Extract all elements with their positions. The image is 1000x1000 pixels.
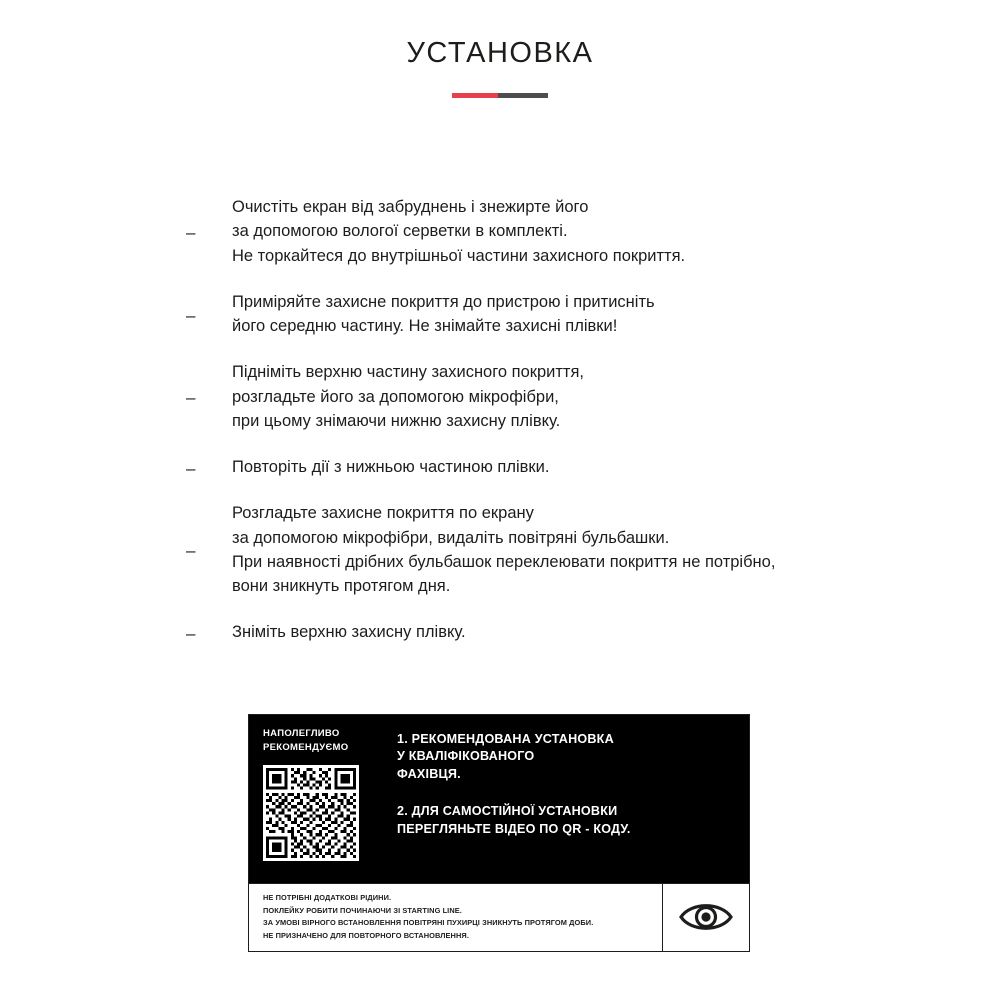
step-line: Розгладьте захисне покриття по екрану [232, 504, 534, 523]
label-left-column [249, 715, 387, 883]
step-marker: – [186, 388, 196, 408]
step-line: за допомогою мікрофібри, видаліть повітряні бульбашки. [232, 528, 670, 547]
step-marker: – [186, 623, 196, 643]
step-line: При наявності дрібних бульбашок переклеювати покриття не потрібно, [232, 552, 776, 571]
step-text [232, 290, 946, 339]
fineprint-line: ЗА УМОВІ ВІРНОГО ВСТАНОВЛЕННЯ ПОВІТРЯНІ ПУХИРЦІ ЗНИКНУТЬ ПРОТЯГОМ ДОБИ. [263, 918, 594, 928]
step-text [232, 360, 946, 433]
step-text [232, 455, 946, 479]
label-bottom-section [249, 883, 749, 951]
step-text [232, 195, 946, 268]
qr-code-icon[interactable] [263, 765, 359, 861]
step-line: його середню частину. Не знімайте захисні плівки! [232, 317, 618, 335]
page-title: УСТАНОВКА [406, 37, 594, 69]
label-kicker-line2: РЕКОМЕНДУЄМО [263, 741, 349, 753]
fineprint-line: ПОКЛЕЙКУ РОБИТИ ПОЧИНАЮЧИ ЗІ STARTING LINE. [263, 905, 462, 915]
label-bullet-1-line1: 1. РЕКОМЕНДОВАНА УСТАНОВКА [397, 732, 614, 746]
label-fineprint [249, 884, 663, 951]
list-item [186, 195, 946, 268]
divider-dark-segment [498, 93, 548, 98]
steps-list [186, 195, 946, 667]
step-line: розгладьте його за допомогою мікрофібри, [232, 387, 559, 406]
step-line: Повторіть дії з нижньою частиною плівки. [232, 458, 550, 476]
title-divider [452, 93, 548, 98]
step-marker: – [186, 222, 196, 242]
list-item [186, 455, 946, 479]
step-text [232, 501, 946, 598]
step-line: при цьому знімаючи нижню захисну плівку. [232, 411, 561, 430]
label-bullet-1-line2: У КВАЛІФІКОВАНОГО [397, 749, 535, 764]
step-line: Підніміть верхню частину захисного покриття, [232, 363, 585, 382]
step-line: Не торкайтеся до внутрішньої частини захисного покриття. [232, 246, 686, 265]
step-line: Приміряйте захисне покриття до пристрою і притисніть [232, 292, 655, 311]
divider-red-segment [452, 93, 498, 98]
label-top-section [249, 715, 749, 883]
step-marker: – [186, 305, 196, 325]
eye-icon-svg [679, 900, 733, 934]
label-bullet-1 [397, 731, 737, 783]
step-line: вони зникнуть протягом дня. [232, 577, 451, 595]
label-bullet-2-line1: 2. ДЛЯ САМОСТІЙНОЇ УСТАНОВКИ [397, 804, 618, 819]
step-line: Зніміть верхню захисну плівку. [232, 623, 466, 642]
fineprint-line: НЕ ПРИЗНАЧЕНО ДЛЯ ПОВТОРНОГО ВСТАНОВЛЕННЯ. [263, 931, 469, 941]
list-item [186, 501, 946, 598]
step-line: за допомогою вологої серветки в комплекті. [232, 222, 568, 241]
fineprint-line: НЕ ПОТРІБНІ ДОДАТКОВІ РІДИНИ. [263, 893, 392, 902]
eye-icon [663, 884, 749, 951]
label-kicker-line1: НАПОЛЕГЛИВО [263, 728, 340, 739]
list-item [186, 360, 946, 433]
list-item [186, 290, 946, 339]
qr-code-svg [266, 768, 356, 858]
step-text [232, 620, 946, 644]
label-bullet-2 [397, 803, 737, 838]
list-item [186, 620, 946, 644]
step-line: Очистіть екран від забруднень і знежирте його [232, 198, 589, 216]
label-right-column [387, 715, 749, 883]
recommendation-label [248, 714, 750, 952]
label-bullet-1-line3: ФАХІВЦЯ. [397, 766, 461, 781]
step-marker: – [186, 541, 196, 561]
label-bullet-2-line2: ПЕРЕГЛЯНЬТЕ ВІДЕО ПО QR - КОДУ. [397, 821, 631, 836]
step-marker: – [186, 458, 196, 478]
